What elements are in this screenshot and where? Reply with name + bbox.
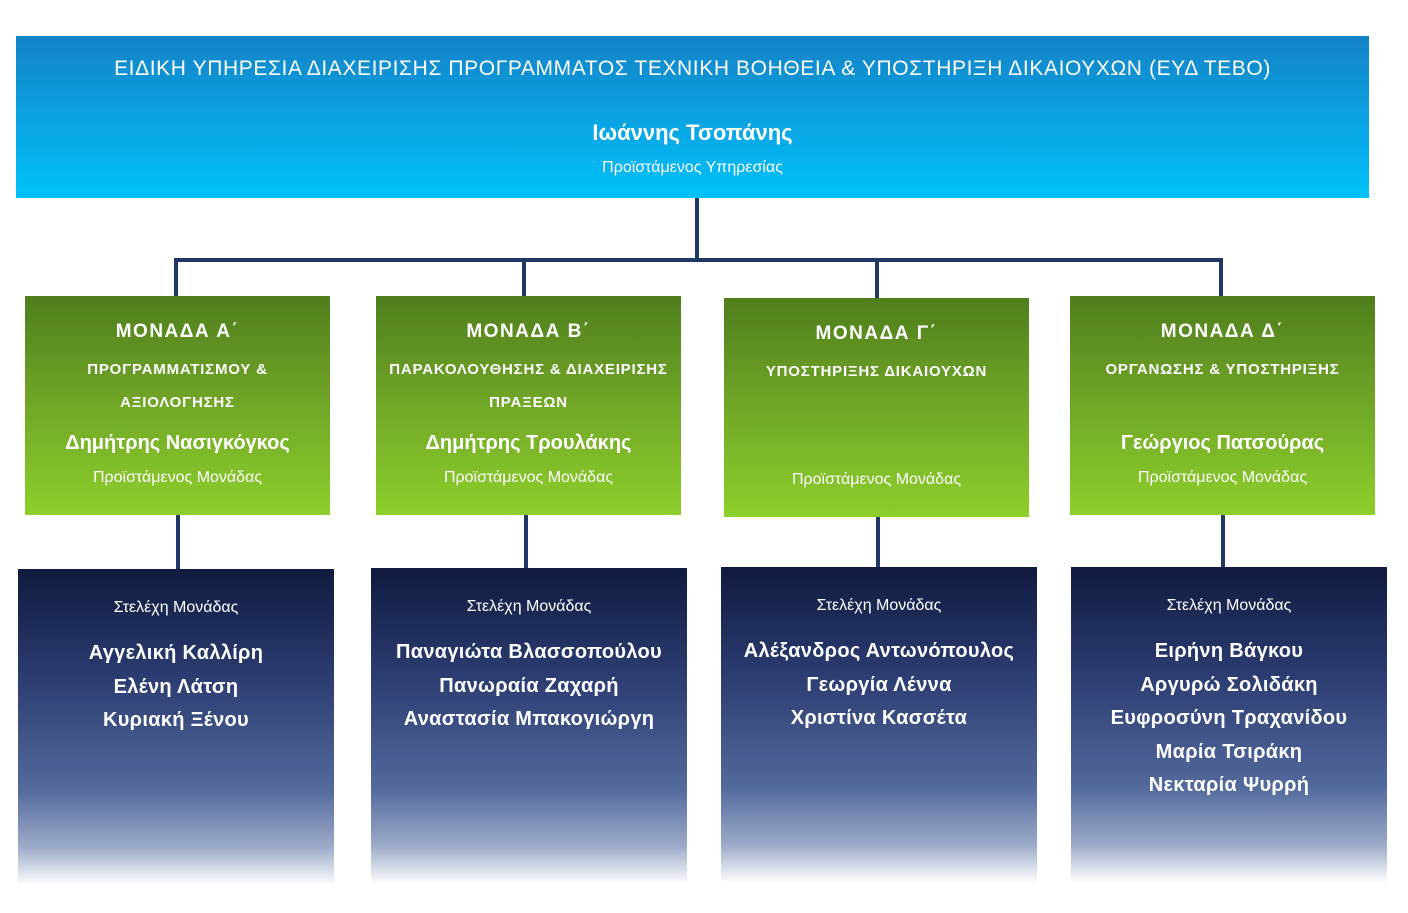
staff-member: Αλέξανδρος Αντωνόπουλος — [743, 640, 1015, 662]
unit-c-subtitle: ΥΠΟΣΤΗΡΙΞΗΣ ΔΙΚΑΙΟΥΧΩΝ — [765, 363, 988, 380]
unit-d-head-name: Γεώργιος Πατσούρας — [1120, 432, 1325, 454]
staff-member: Ειρήνη Βάγκου — [1154, 640, 1304, 662]
unit-b-box — [376, 296, 681, 515]
unit-b-staff-box — [371, 568, 687, 884]
unit-b-staff-list — [371, 636, 687, 737]
unit-b-subtitle: ΠΑΡΑΚΟΛΟΥΘΗΣΗΣ & ΔΙΑΧΕΙΡΙΣΗΣ ΠΡΑΞΕΩΝ — [389, 361, 668, 411]
unit-c-staff-label: Στελέχη Μονάδας — [816, 597, 942, 614]
unit-c-head-role: Προϊστάμενος Μονάδας — [791, 471, 962, 488]
unit-d-staff-list — [1071, 635, 1387, 803]
unit-c-staff-box — [721, 567, 1037, 883]
staff-member: Ευφροσύνη Τραχανίδου — [1110, 707, 1348, 729]
unit-d-subtitle: ΟΡΓΑΝΩΣΗΣ & ΥΠΟΣΤΗΡΙΞΗΣ — [1105, 361, 1340, 378]
staff-member: Γεωργία Λέννα — [806, 673, 952, 696]
unit-d-box — [1070, 296, 1375, 515]
unit-a-staff-box — [18, 569, 334, 885]
director-role: Προϊστάμενος Υπηρεσίας — [602, 159, 783, 176]
unit-a-head-role: Προϊστάμενος Μονάδας — [92, 469, 263, 486]
staff-member: Ελένη Λάτση — [113, 675, 239, 698]
organization-title: ΕΙΔΙΚΗ ΥΠΗΡΕΣΙΑ ΔΙΑΧΕΙΡΙΣΗΣ ΠΡΟΓΡΑΜΜΑΤΟΣ ΤΕΧΝΙΚΗ ΒΟΗΘΕΙΑ & ΥΠΟΣΤΗΡΙΞΗ ΔΙΚΑΙΟΥΧΩΝ (ΕΥΔ ΤΕΒΟ) — [114, 57, 1271, 80]
staff-member: Αναστασία Μπακογιώργη — [403, 708, 655, 730]
staff-member: Αργυρώ Σολιδάκη — [1140, 673, 1318, 696]
director-name: Ιωάννης Τσοπάνης — [592, 120, 793, 145]
unit-c-staff-list — [721, 635, 1037, 736]
unit-b-head-name: Δημήτρης Τρουλάκης — [425, 432, 632, 454]
unit-d-title: ΜΟΝΑΔΑ Δ΄ — [1160, 321, 1285, 342]
unit-a-staff-label: Στελέχη Μονάδας — [113, 599, 239, 616]
unit-d-staff-box — [1071, 567, 1387, 883]
unit-a-staff-list — [18, 637, 334, 738]
staff-member: Μαρία Τσιράκη — [1155, 740, 1303, 763]
unit-b-head-role: Προϊστάμενος Μονάδας — [443, 469, 614, 486]
unit-a-box — [25, 296, 330, 515]
unit-a-head-name: Δημήτρης Νασιγκόγκος — [65, 432, 290, 454]
unit-a-title: ΜΟΝΑΔΑ Α΄ — [115, 321, 240, 342]
staff-member: Νεκταρία Ψυρρή — [1148, 774, 1310, 796]
unit-b-staff-label: Στελέχη Μονάδας — [466, 598, 592, 615]
unit-c-box — [724, 298, 1029, 517]
unit-d-staff-label: Στελέχη Μονάδας — [1166, 597, 1292, 614]
header-box — [16, 36, 1369, 198]
staff-member: Παναγιώτα Βλασσοπούλου — [396, 641, 662, 663]
staff-member: Αγγελική Καλλίρη — [88, 642, 264, 664]
unit-b-title: ΜΟΝΑΔΑ Β΄ — [466, 321, 591, 342]
unit-d-head-role: Προϊστάμενος Μονάδας — [1137, 469, 1308, 486]
staff-member: Χριστίνα Κασσέτα — [790, 707, 968, 729]
unit-a-subtitle: ΠΡΟΓΡΑΜΜΑΤΙΣΜΟΥ & ΑΞΙΟΛΟΓΗΣΗΣ — [87, 361, 268, 411]
staff-member: Πανωραία Ζαχαρή — [439, 674, 619, 697]
unit-c-title: ΜΟΝΑΔΑ Γ΄ — [815, 323, 938, 344]
staff-member: Κυριακή Ξένου — [102, 709, 249, 731]
